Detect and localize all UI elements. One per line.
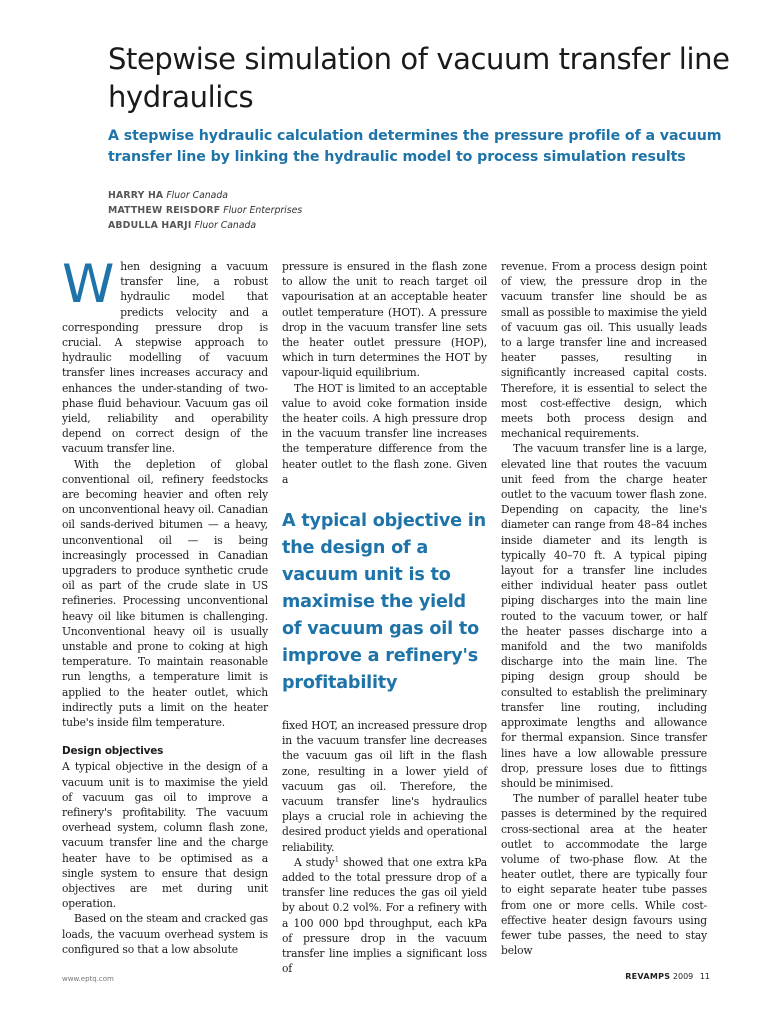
author-name: MATTHEW REISDORF: [108, 205, 221, 216]
author-name: HARRY HA: [108, 190, 164, 201]
author-org: Fluor Canada: [194, 220, 257, 231]
paragraph-text: showed that one extra kPa added to the total pressure drop of a transfer line reduces the gas oil yield by about 0.2 vol%. For a refinery with a 100 000 bpd throughput, each kPa of pressure drop in the vacuum transfer line implies a significant loss of: [282, 855, 487, 976]
drop-cap: W: [62, 254, 115, 315]
footer-year: 2009: [672, 972, 694, 981]
author-name: ABDULLA HARJI: [108, 220, 192, 231]
body-paragraph: With the depletion of global conventional oil, refinery feedstocks are becoming heavier and often rely on unconventional heavy oil. Canadian oil sands-derived bitumen — a heavy, unconventional oil — is being increasingly processed in Canadian upgraders to produce synthetic crude oil as part of the crude slate in US refineries. Processing unconventional heavy oil like bitumen is challenging. Unconventional heavy oil is usually unstable and prone to coking at high temperature. To maintain reasonable run lengths, a temperature limit is applied to the heater outlet, which indirectly puts a limit on the heater tube's inside film temperature.: [62, 457, 268, 730]
author-list: [108, 188, 508, 233]
paragraph-text: hen designing a vacuum transfer line, a robust hydraulic model that predicts velocity and a corresponding pressure drop is crucial. A stepwise approach to hydraulic modelling of vacuum transfer lines increases accuracy and enhances the under-standing of two-phase fluid behaviour. Vacuum gas oil yield, reliability and operability depend on correct design of the vacuum transfer line.: [62, 260, 268, 456]
article-title: Stepwise simulation of vacuum transfer line hydraulics: [108, 42, 730, 114]
footer-folio: [625, 972, 710, 981]
body-paragraph: [282, 855, 487, 977]
body-paragraph: The HOT is limited to an acceptable value to avoid coke formation inside the heater coils. A high pressure drop in the vacuum transfer line increases the temperature difference from the heater outlet to the flash zone. Given a: [282, 381, 487, 486]
body-paragraph: [62, 254, 268, 457]
body-paragraph: The vacuum transfer line is a large, elevated line that routes the vacuum unit feed from the charge heater outlet to the vacuum tower flash zone. Depending on capacity, the line's diameter can range from 48–84 inches inside diameter and its length is typically 40–70 ft. A typical piping layout for a transfer line includes either individual heater pass outlet piping discharges into the main line routed to the vacuum tower, or half the heater passes discharge into a manifold and the two manifolds discharge into the main line. The piping design group should be consulted to establish the preliminary transfer line routing, including approximate lengths and allowance for thermal expansion. Since transfer lines have a low allowable pressure drop, pressure loses due to fittings should be minimised.: [501, 442, 707, 790]
footer-publication: REVAMPS: [625, 972, 671, 981]
pull-quote: A typical objective in the design of a vacuum unit is to maximise the yield of vacuum gas oil to improve a refinery's profitability: [282, 511, 486, 694]
citation-superscript: 1: [334, 855, 339, 864]
body-paragraph: pressure is ensured in the flash zone to allow the unit to reach target oil vapourisation at an acceptable heater outlet temperature (HOT). A pressure drop in the vacuum transfer line sets the heater outlet pressure (HOP), which in turn determines the HOT by vapour-liquid equilibrium.: [282, 260, 487, 380]
author-1: [108, 188, 508, 203]
body-paragraph: The number of parallel heater tube passes is determined by the required cross-sectional area at the heater outlet to accommodate the large volume of two-phase flow. At the heater outlet, there are typically four to eight separate heater tube passes from one or more cells. While cost-effective heater design favours using fewer tube passes, the need to stay below: [501, 792, 707, 958]
author-org: Fluor Canada: [166, 190, 228, 201]
body-column-2: [282, 259, 487, 976]
author-3: [108, 218, 508, 233]
author-2: [108, 203, 508, 218]
section-heading: Design objectives: [62, 745, 164, 758]
footer-url: www.eptq.com: [62, 975, 114, 983]
paragraph-text: A study: [294, 855, 335, 869]
body-paragraph: A typical objective in the design of a vacuum unit is to maximise the yield of vacuum gas oil to improve a refinery's profitability. The vacuum overhead system, column flash zone, vacuum transfer line and the charge heater have to be optimised as a single system to ensure that design objectives are met during unit operation.: [62, 760, 268, 911]
body-paragraph: revenue. From a process design point of view, the pressure drop in the vacuum transfer line should be as small as possible to maximise the yield of vacuum gas oil. This usually leads to a large transfer line and increased heater passes, resulting in significantly increased capital costs. Therefore, it is essential to select the most cost-effective design, which meets both process design and mechanical requirements.: [501, 260, 707, 441]
author-org: Fluor Enterprises: [223, 205, 303, 216]
body-paragraph: fixed HOT, an increased pressure drop in the vacuum transfer line decreases the vacuum gas oil lift in the flash zone, resulting in a lower yield of vacuum gas oil. Therefore, the vacuum transfer line's hydraulics plays a crucial role in achieving the desired product yields and operational reliability.: [282, 719, 487, 854]
body-column-1: [62, 254, 268, 959]
article-standfirst: A stepwise hydraulic calculation determines the pressure profile of a vacuum transfer line by linking the hydraulic model to process simulation results: [108, 128, 722, 165]
body-paragraph: Based on the steam and cracked gas loads, the vacuum overhead system is configured so that a low absolute: [62, 912, 268, 956]
body-column-3: [501, 259, 707, 959]
page-number: 11: [699, 972, 710, 981]
